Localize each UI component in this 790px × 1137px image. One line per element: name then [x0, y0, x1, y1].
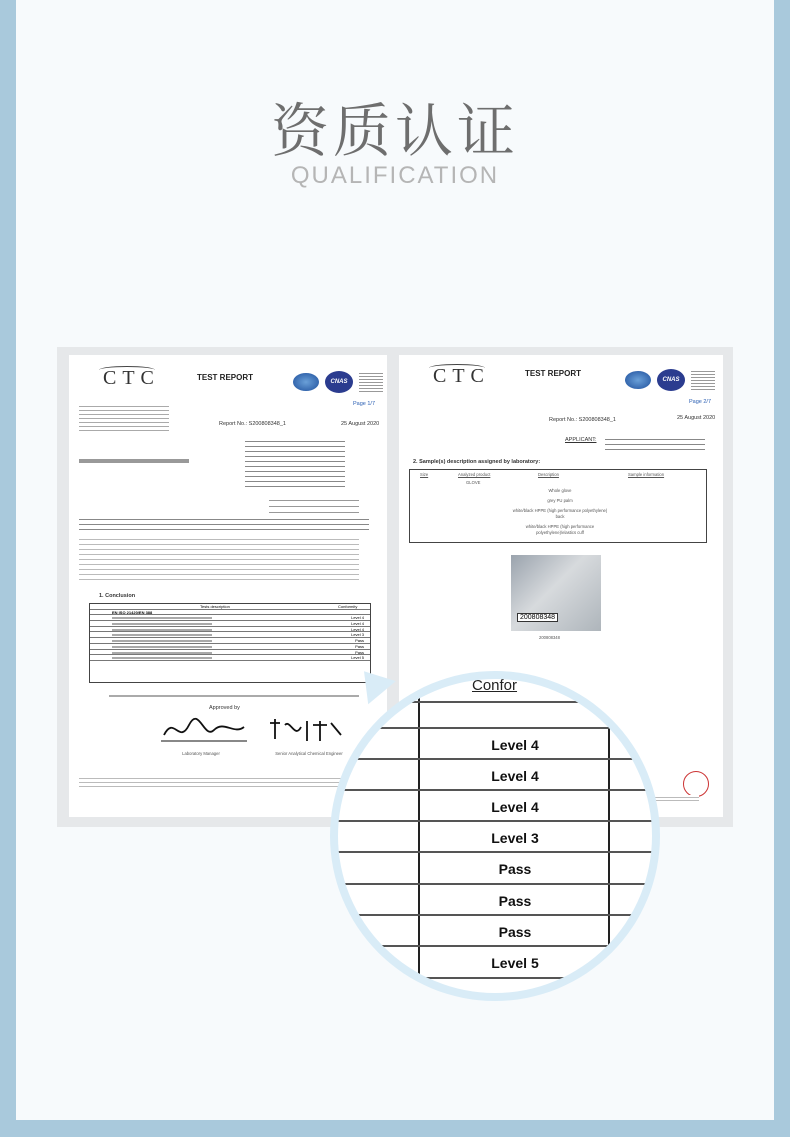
magnified-result: Level 4 — [491, 768, 539, 784]
cnas-seal-icon: CNAS — [325, 371, 353, 393]
magnified-header: Confor — [472, 679, 518, 694]
applicant-label: APPLICANT: — [565, 437, 597, 443]
page-title: 资质认证 — [270, 97, 519, 165]
report-title: TEST REPORT — [525, 369, 582, 378]
signatory-right-role: Senior Analytical Chemical Engineer — [275, 751, 343, 756]
description-cell: Whole glove — [548, 488, 572, 493]
magnified-result: Level 3 — [491, 830, 539, 846]
red-stamp-icon — [683, 771, 709, 797]
magnified-result: Level 4 — [491, 799, 539, 815]
result-cell: Level 4 — [351, 626, 364, 632]
sample-table — [409, 469, 707, 543]
magnifier — [338, 679, 652, 993]
magnified-result: Pass — [498, 924, 532, 940]
conclusion-heading: 1. Conclusion — [99, 593, 136, 599]
result-cell: Pass — [355, 643, 364, 649]
result-cell: Level 4 — [351, 621, 364, 627]
product-cell: GLOVE — [466, 480, 481, 485]
result-cell: Level 5 — [351, 655, 364, 661]
report-date: 25 August 2020 — [677, 415, 716, 421]
signature-left-icon — [159, 715, 249, 745]
sample-section-heading: 2. Sample(s) description assigned by laboratory: — [413, 459, 541, 465]
ilac-mra-seal-icon — [625, 371, 651, 389]
result-cell: Pass — [355, 649, 364, 655]
page-subtitle: QUALIFICATION — [290, 162, 500, 189]
legend-line — [109, 695, 359, 697]
description-cell: white/black HPPE (high performance polyethylene)/elastics cuff — [525, 524, 595, 535]
report-date: 25 August 2020 — [341, 421, 380, 427]
ctc-logo-arc-icon — [429, 364, 485, 372]
table-header-right: Conformity — [338, 604, 358, 609]
description-cell: white/black HPPE (high performance polyethylene) back — [512, 508, 608, 519]
report-number: Report No.: S200808348_1 — [549, 417, 616, 423]
accreditation-text — [691, 369, 715, 391]
magnified-result: Level 4 — [491, 737, 539, 753]
result-cell: Pass — [355, 638, 364, 644]
accreditation-text — [359, 371, 383, 393]
cnas-seal-icon: CNAS — [657, 369, 685, 391]
approved-label: Approved by — [209, 705, 240, 711]
magnified-result: Level 5 — [491, 955, 539, 971]
ctc-logo-arc-icon — [99, 366, 155, 374]
description-cell: grey PU palm — [547, 498, 573, 503]
standard-label: EN ISO 21420/EN 388 — [112, 609, 153, 615]
report-number: Report No.: S200808348_1 — [219, 421, 286, 427]
sample-tag: 200808348 — [517, 613, 558, 622]
col-sample-info: Sample information — [628, 472, 665, 477]
ctc-logo: CTC — [433, 365, 490, 387]
result-cell: Level 3 — [351, 632, 364, 638]
report-title: TEST REPORT — [197, 373, 254, 382]
result-cell: Level 4 — [351, 615, 364, 621]
test-report-page-1 — [69, 355, 387, 817]
signatory-left-role: Laboratory Manager — [182, 751, 220, 756]
magnified-result: Pass — [498, 893, 532, 909]
table-header: Tests description — [200, 604, 230, 609]
sample-info-block — [79, 535, 359, 583]
conclusion-table — [89, 603, 371, 683]
ctc-address-block — [79, 403, 169, 433]
table-row — [90, 655, 370, 661]
page-number: Page 1/7 — [353, 401, 376, 407]
ctc-logo: CTC — [103, 367, 160, 389]
signature-right-icon — [265, 715, 345, 745]
page-number: Page 2/7 — [689, 399, 712, 405]
col-description: Description — [538, 472, 559, 477]
col-product: Analyzed product — [458, 472, 491, 477]
sample-description-block — [79, 515, 369, 531]
ilac-mra-seal-icon — [293, 373, 319, 391]
applicant-value — [605, 435, 705, 453]
magnified-result: Pass — [498, 861, 532, 877]
sample-caption: 200808348 — [539, 635, 560, 640]
disclaimer-text — [79, 775, 369, 789]
contact-line — [79, 459, 189, 463]
applicant-block — [245, 437, 345, 487]
col-size: Size — [420, 472, 429, 477]
